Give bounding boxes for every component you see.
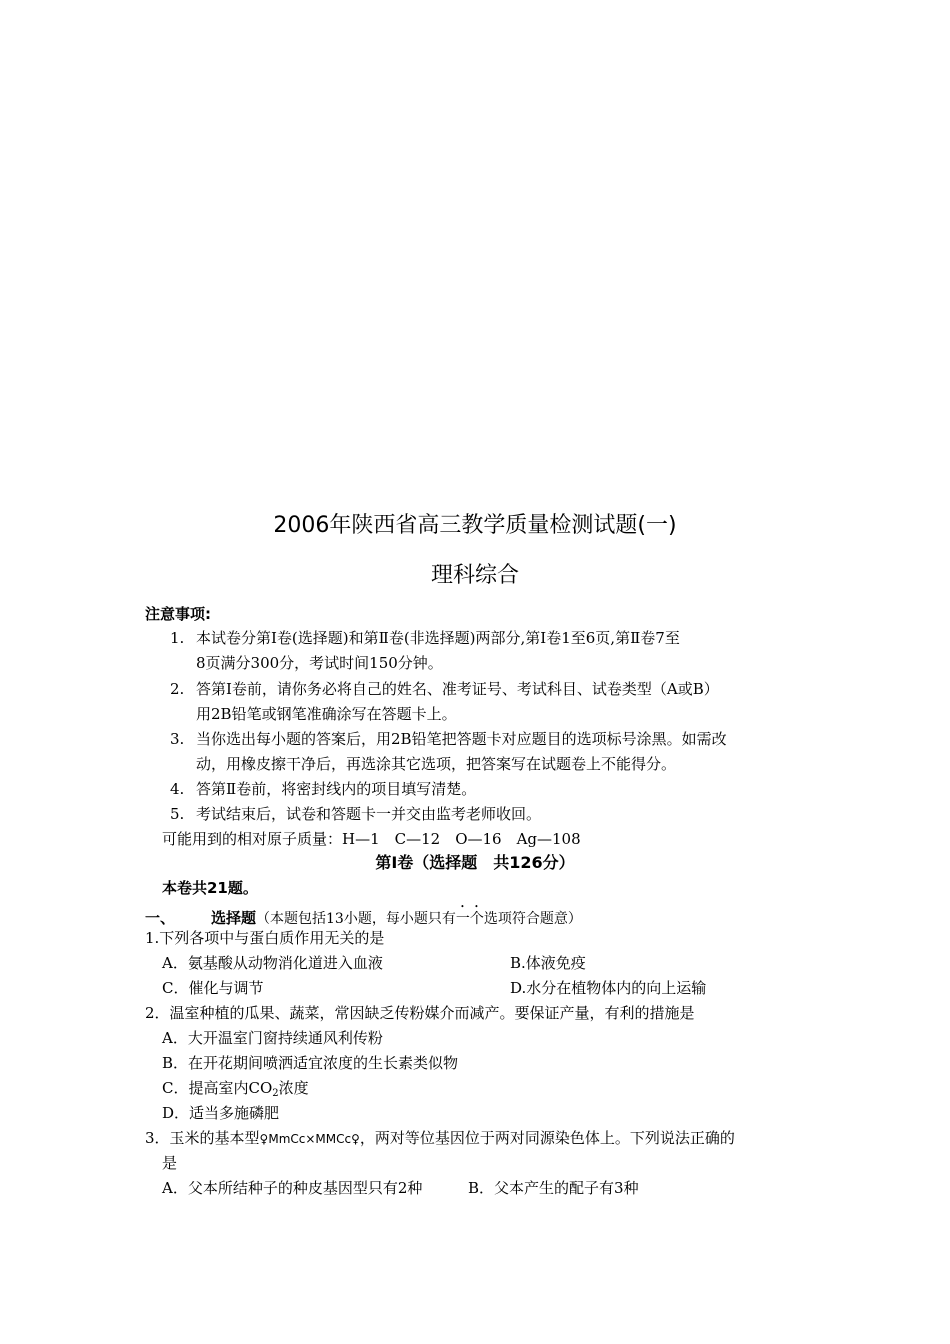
note-text: 考试结束后，试卷和答题卡一并交由监考老师收回。 <box>196 805 542 823</box>
q3-option-a: A．父本所结种子的种皮基因型只有2种 <box>162 1179 423 1197</box>
note-text: 答第Ⅱ卷前，将密封线内的项目填写清楚。 <box>196 780 477 798</box>
note-text: 当你选出每小题的答案后，用2B铅笔把答题卡对应题目的选项标号涂黑。如需改 <box>196 730 727 748</box>
q2-option-c <box>162 1078 309 1098</box>
section-note-end: 选项符合题意） <box>483 911 582 927</box>
question-count: 本卷共21题。 <box>162 879 258 897</box>
q3-genotype-cross: ♀MmCc×MMCc♀ <box>259 1132 360 1146</box>
q3-stem-end: ，两对等位基因位于两对同源染色体上。下列说法正确的 <box>359 1129 735 1147</box>
note-item-3-cont: 动，用橡皮擦干净后，再选涂其它选项，把答案写在试题卷上不能得分。 <box>196 755 677 773</box>
note-item-1-cont: 8页满分300分，考试时间150分钟。 <box>196 654 443 672</box>
q2-stem: 2．温室种植的瓜果、蔬菜，常因缺乏传粉媒介而减产。要保证产量，有利的措施是 <box>145 1004 695 1022</box>
q3-option-b: B．父本产生的配子有3种 <box>468 1179 639 1197</box>
section-header <box>145 903 582 929</box>
part1-heading: 第Ⅰ卷（选择题 共126分） <box>375 853 575 872</box>
q2-option-a: A．大开温室门窗持续通风利传粉 <box>162 1029 383 1047</box>
q2-option-d: D．适当多施磷肥 <box>162 1104 280 1122</box>
note-text: 答第Ⅰ卷前，请你务必将自己的姓名、准考证号、考试科目、试卷类型（A或B） <box>196 680 719 698</box>
section-note: （本题包括13小题，每小题只有 <box>256 911 456 927</box>
section-note-emphasis: 一个 <box>455 911 484 927</box>
q1-stem: 1.下列各项中与蛋白质作用无关的是 <box>145 929 385 947</box>
q3-stem-cont: 是 <box>162 1154 178 1172</box>
q1-option-a: A．氨基酸从动物消化道进入血液 <box>162 954 383 972</box>
note-item-5 <box>170 804 541 824</box>
note-item-3 <box>170 729 727 749</box>
section-number: 一、 <box>145 909 176 927</box>
note-number: 1. <box>170 629 185 647</box>
section-title: 选择题 <box>211 909 257 927</box>
note-number: 2. <box>170 680 185 698</box>
note-item-4 <box>170 779 476 799</box>
q2-option-b: B．在开花期间喷洒适宜浓度的生长素类似物 <box>162 1054 459 1072</box>
q1-option-d: D.水分在植物体内的向上运输 <box>510 979 707 997</box>
note-item-1 <box>170 628 680 648</box>
q3-stem-start: 3．玉米的基本型 <box>145 1129 260 1147</box>
exam-subtitle: 理科综合 <box>430 563 519 588</box>
note-number: 5. <box>170 805 185 823</box>
note-item-2-cont: 用2B铅笔或钢笔准确涂写在答题卡上。 <box>196 705 457 723</box>
q1-option-c: C．催化与调节 <box>162 979 264 997</box>
q1-option-b: B.体液免疫 <box>510 954 586 972</box>
note-item-2 <box>170 679 719 699</box>
co2-subscript: 2 <box>272 1088 279 1099</box>
note-number: 4. <box>170 780 185 798</box>
note-number: 3. <box>170 730 185 748</box>
atomic-mass-line: 可能用到的相对原子质量：H—1 C—12 O—16 Ag—108 <box>162 830 581 848</box>
q2-option-c-text: C．提高室内CO <box>162 1079 273 1097</box>
q2-option-c-end: 浓度 <box>278 1079 309 1097</box>
q3-stem <box>145 1128 735 1149</box>
note-text: 本试卷分第Ⅰ卷(选择题)和第Ⅱ卷(非选择题)两部分,第Ⅰ卷1至6页,第Ⅱ卷7至 <box>196 629 680 647</box>
exam-title: 2006年陕西省高三教学质量检测试题(一) <box>273 513 677 538</box>
notes-heading: 注意事项: <box>145 605 211 623</box>
